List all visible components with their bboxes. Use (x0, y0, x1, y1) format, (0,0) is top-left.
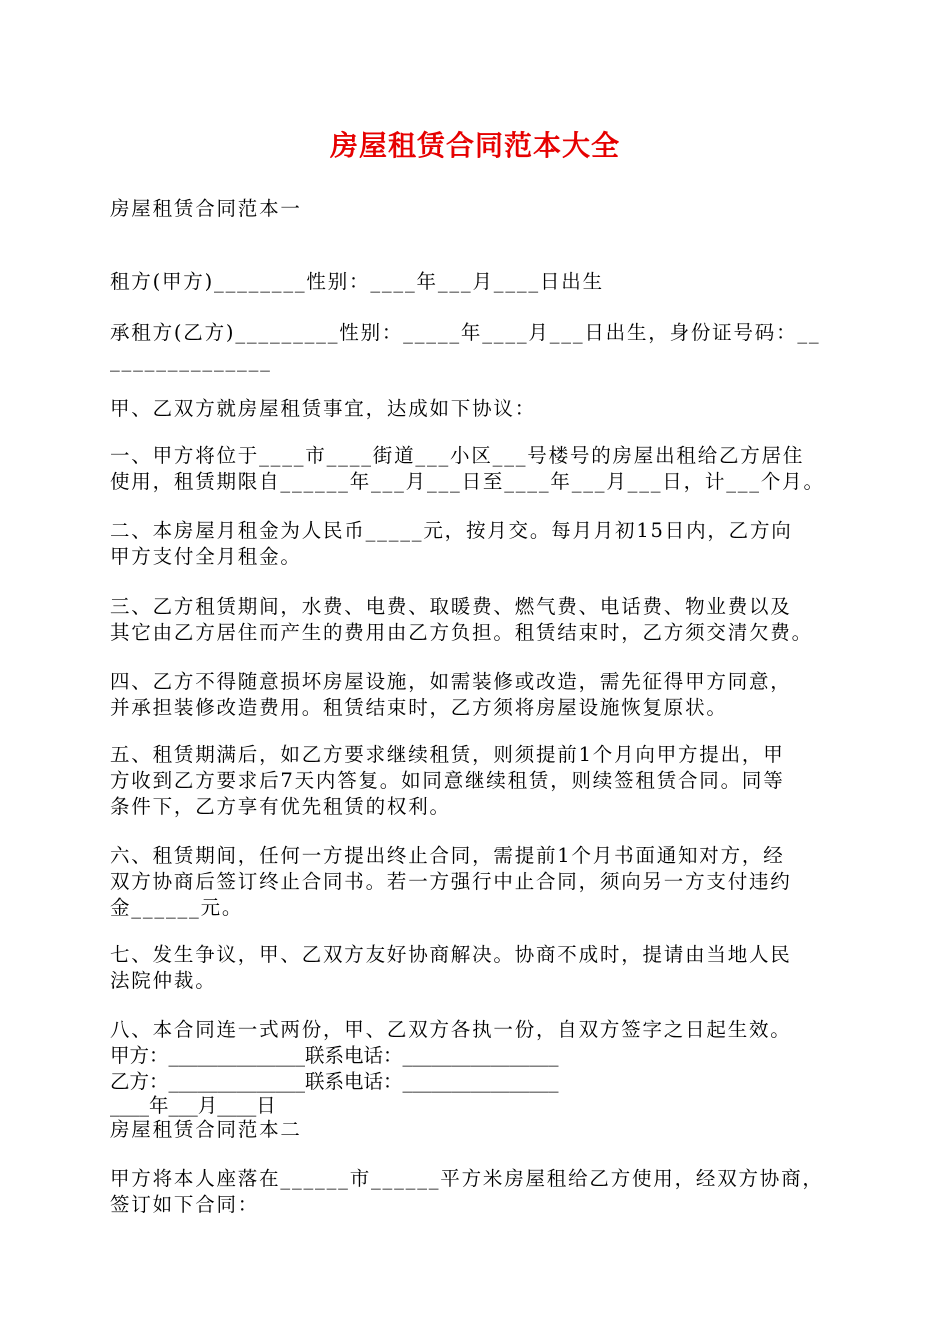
party-b-line: 承租方(乙方)_________性别：_____年____月___日出生，身份证号码：__ (110, 321, 821, 344)
clause-8-line: 八、本合同连一式两份，甲、乙双方各执一份，自双方签字之日起生效。 (110, 1018, 792, 1041)
party-a-signature-line: 甲方：______________联系电话：________________ (110, 1044, 559, 1067)
clause-1-line-2: 使用，租赁期限自______年___月___日至____年___月___日，计___个月。 (110, 470, 825, 493)
clause-6-line-2: 双方协商后签订终止合同书。若一方强行中止合同，须向另一方支付违约 (110, 870, 792, 893)
party-b-signature-line: 乙方：______________联系电话：________________ (110, 1070, 559, 1093)
clause-4-line-2: 并承担装修改造费用。租赁结束时，乙方须将房屋设施恢复原状。 (110, 696, 728, 719)
clause-1-line-1: 一、甲方将位于____市____街道___小区___号楼号的房屋出租给乙方居住 (110, 444, 805, 467)
clause-7-line-2: 法院仲裁。 (110, 969, 217, 992)
clause-7-line-1: 七、发生争议，甲、乙双方友好协商解决。协商不成时，提请由当地人民 (110, 943, 792, 966)
document-title: 房屋租赁合同范本大全 (329, 129, 620, 162)
agreement-intro: 甲、乙双方就房屋租赁事宜，达成如下协议： (110, 397, 537, 420)
party-b-id-continuation: ______________ (110, 349, 272, 372)
section2-heading: 房屋租赁合同范本二 (110, 1118, 302, 1141)
section2-intro-line-2: 签订如下合同： (110, 1193, 260, 1216)
section2-intro-line-1: 甲方将本人座落在______市______平方米房屋租给乙方使用，经双方协商， (110, 1167, 824, 1190)
section1-heading: 房屋租赁合同范本一 (110, 197, 302, 220)
signing-date-line: ____年___月____日 (110, 1094, 276, 1117)
clause-6-line-1: 六、租赁期间，任何一方提出终止合同，需提前1个月书面通知对方，经 (110, 844, 785, 867)
clause-5-line-2: 方收到乙方要求后7天内答复。如同意继续租赁，则续签租赁合同。同等 (110, 769, 785, 792)
clause-5-line-3: 条件下，乙方享有优先租赁的权利。 (110, 795, 451, 818)
clause-2-line-1: 二、本房屋月租金为人民币_____元，按月交。每月月初15日内，乙方向 (110, 519, 793, 542)
clause-6-line-3: 金______元。 (110, 896, 244, 919)
clause-3-line-1: 三、乙方租赁期间，水费、电费、取暖费、燃气费、电话费、物业费以及 (110, 595, 792, 618)
clause-2-line-2: 甲方支付全月租金。 (110, 545, 302, 568)
clause-5-line-1: 五、租赁期满后，如乙方要求继续租赁，则须提前1个月向甲方提出，甲 (110, 743, 785, 766)
clause-4-line-1: 四、乙方不得随意损坏房屋设施，如需装修或改造，需先征得甲方同意， (110, 670, 792, 693)
party-a-line: 租方(甲方)________性别：____年___月____日出生 (110, 270, 604, 293)
clause-3-line-2: 其它由乙方居住而产生的费用由乙方负担。租赁结束时，乙方须交清欠费。 (110, 621, 813, 644)
